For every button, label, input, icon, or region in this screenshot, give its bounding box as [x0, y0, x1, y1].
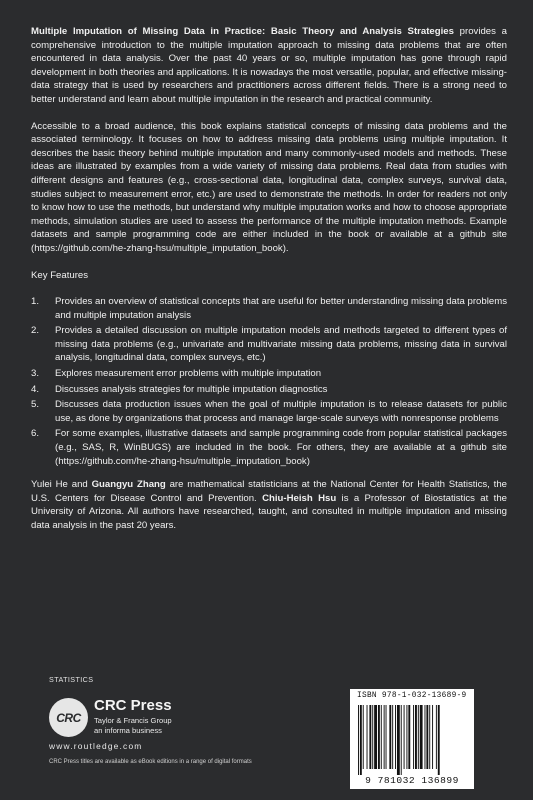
key-feature-text: Discusses analysis strategies for multiple imputation diagnostics	[55, 383, 328, 395]
intro-text: provides a comprehensive introduction to the multiple imputation approach to missing data problems that are often encountered in data analysis. Over the past 40 years or so, multiple imputation has gone through rapid development in both theories and applications. It is nowadays the most versatile, popular, and effective missing-data strategy that is used by researchers and practitioners across different fields. There is a strong need to better understand and learn about multiple imputation in the research and practical community.	[31, 26, 507, 105]
key-feature-number: 6.	[31, 428, 40, 440]
author-name-bold: Chiu-Heish Hsu	[262, 492, 337, 504]
publisher-logo	[49, 695, 249, 743]
barcode-icon	[358, 705, 466, 775]
key-feature-number: 2.	[31, 325, 40, 337]
authors-paragraph	[31, 478, 507, 532]
key-features-list	[31, 295, 507, 468]
key-feature-number: 1.	[31, 296, 40, 308]
key-feature-text: Discusses data production issues when the goal of multiple imputation is to release datasets for public use, as done by organizations that process and manage large-scale surveys with nonresponse problems	[55, 399, 507, 424]
category-label: STATISTICS	[49, 675, 94, 684]
key-feature-number: 5.	[31, 399, 40, 411]
key-feature-text: Provides a detailed discussion on multiple imputation models and methods targeted to different types of missing data problems (e.g., univariate and multivariate missing data problems, missing data in survival analysis, longitudinal data, complex surveys, etc.)	[55, 325, 507, 364]
key-feature-item	[31, 427, 507, 468]
barcode-box	[350, 689, 474, 789]
isbn-label: ISBN 978-1-032-13689-9	[357, 692, 467, 700]
ebook-footnote: CRC Press titles are available as eBook editions in a range of digital formats	[49, 759, 252, 765]
author-name: Yulei He	[31, 479, 68, 491]
key-feature-item	[31, 367, 507, 381]
intro-paragraph	[31, 25, 507, 107]
publisher-tagline: an informa business	[94, 726, 162, 735]
publisher-text	[94, 698, 172, 736]
key-feature-number: 3.	[31, 368, 40, 380]
author-name-bold: Guangyu Zhang	[91, 479, 166, 491]
crc-logo-mark: CRC	[56, 710, 81, 725]
description-paragraph: Accessible to a broad audience, this book explains statistical concepts of missing data problems and the associated terminology. It focuses on how to address missing data problems using multiple imputation. It describes the basic theory behind multiple imputation and many commonly-used models and methods. These ideas are illustrated by examples from a wide variety of missing data problems. Real data from studies with different designs and features (e.g., cross-sectional data, longitudinal data, complex surveys, survival data, studies subject to measurement error, etc.) are used to demonstrate the methods. In order for readers not only to know how to use the methods, but understand why multiple imputation works and how to choose appropriate methods, simulation studies are used to assess the performance of the multiple imputation methods. Example datasets and sample programming code are either included in the book or available at a github site (https://github.com/he-zhang-hsu/multiple_imputation_book).	[31, 120, 507, 254]
book-title: Multiple Imputation of Missing Data in Practice: Basic Theory and Analysis Strategies	[31, 26, 454, 37]
key-features-heading: Key Features	[31, 269, 89, 281]
barcode-number: 9 781032 136899	[365, 775, 459, 786]
author-bio: is a Professor of Biostatistics at the University of Arizona. All authors have researched, taught, and consulted in multiple imputation and missing data analysis in the past 20 years.	[31, 492, 508, 531]
key-feature-item	[31, 324, 507, 365]
publisher-url: www.routledge.com	[49, 741, 143, 751]
author-bio: are mathematical statisticians at the National Center for Health Statistics, the U.S. Centers for Disease Control and Prevention.	[31, 479, 507, 504]
publisher-group: Taylor & Francis Group	[94, 716, 172, 725]
key-feature-item	[31, 295, 507, 322]
publisher-name: CRC Press	[94, 697, 172, 714]
key-feature-text: Explores measurement error problems with multiple imputation	[55, 368, 322, 380]
key-feature-text: For some examples, illustrative datasets and sample programming code from popular statistical packages (e.g., SAS, R, WinBUGS) are included in the book. For others, they are available at a github site (https://github.com/he-zhang-hsu/multiple_imputation_book)	[55, 428, 507, 467]
key-feature-item	[31, 398, 507, 425]
key-feature-number: 4.	[31, 383, 40, 395]
key-feature-text: Provides an overview of statistical concepts that are useful for better understanding missing data problems and multiple imputation analysis	[55, 296, 507, 321]
author-conjunction: and	[67, 479, 92, 491]
back-cover-text	[31, 25, 507, 546]
key-feature-item	[31, 383, 507, 397]
